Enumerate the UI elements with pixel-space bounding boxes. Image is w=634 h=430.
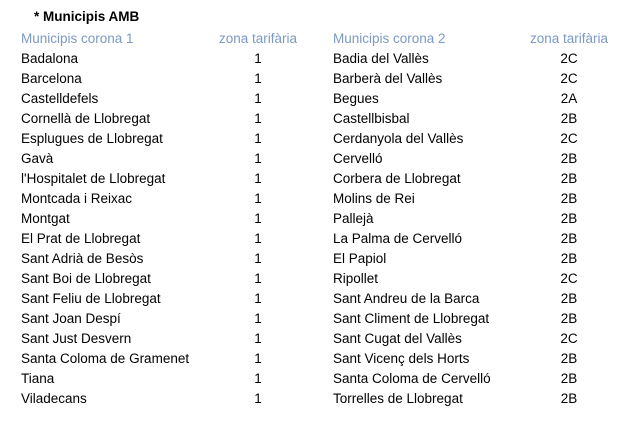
municipi-corona-2: Torrelles de Llobregat (333, 391, 463, 406)
municipi-corona-2: Cervelló (333, 151, 383, 166)
table-row (0, 69, 634, 89)
zona-tarifaria-corona-2: 2B (560, 251, 578, 266)
municipi-corona-1: Sant Feliu de Llobregat (21, 291, 161, 306)
municipi-corona-2: Castellbisbal (333, 111, 410, 126)
municipi-corona-1: Barcelona (21, 71, 82, 86)
table-header-row (0, 29, 634, 49)
municipi-corona-1: Sant Just Desvern (21, 331, 132, 346)
zona-tarifaria-corona-1: 1 (254, 91, 262, 106)
zona-tarifaria-corona-1: 1 (254, 231, 262, 246)
zona-tarifaria-corona-1: 1 (254, 351, 262, 366)
table-row (0, 249, 634, 269)
zona-tarifaria-corona-1: 1 (254, 331, 262, 346)
header-municipis-corona-2: Municipis corona 2 (333, 31, 446, 46)
zona-tarifaria-corona-2: 2C (560, 51, 578, 66)
zona-tarifaria-corona-1: 1 (254, 211, 262, 226)
zona-tarifaria-corona-1: 1 (254, 191, 262, 206)
zona-tarifaria-corona-2: 2C (560, 131, 578, 146)
zona-tarifaria-corona-1: 1 (254, 391, 262, 406)
zona-tarifaria-corona-2: 2B (560, 231, 578, 246)
municipi-corona-1: Sant Boi de Llobregat (21, 271, 151, 286)
municipi-corona-1: Montcada i Reixac (21, 191, 133, 206)
municipi-corona-2: Begues (333, 91, 379, 106)
municipi-corona-2: El Papiol (333, 251, 387, 266)
municipi-corona-1: El Prat de Llobregat (21, 231, 141, 246)
zona-tarifaria-corona-2: 2B (560, 311, 578, 326)
zona-tarifaria-corona-1: 1 (254, 371, 262, 386)
zona-tarifaria-corona-2: 2B (560, 211, 578, 226)
page-title: * Municipis AMB (34, 9, 140, 24)
zona-tarifaria-corona-2: 2C (560, 271, 578, 286)
zona-tarifaria-corona-1: 1 (254, 131, 262, 146)
municipalities-table (0, 29, 634, 409)
zona-tarifaria-corona-2: 2B (560, 151, 578, 166)
zona-tarifaria-corona-1: 1 (254, 111, 262, 126)
zona-tarifaria-corona-2: 2B (560, 391, 578, 406)
municipi-corona-2: Corbera de Llobregat (333, 171, 461, 186)
table-row (0, 309, 634, 329)
municipi-corona-2: Sant Vicenç dels Horts (333, 351, 470, 366)
municipi-corona-2: Molins de Rei (333, 191, 415, 206)
table-row (0, 389, 634, 409)
zona-tarifaria-corona-2: 2A (560, 91, 578, 106)
municipi-corona-1: Viladecans (21, 391, 87, 406)
table-row (0, 129, 634, 149)
table-row (0, 189, 634, 209)
municipi-corona-1: Sant Adrià de Besòs (21, 251, 144, 266)
municipi-corona-2: Santa Coloma de Cervelló (333, 371, 491, 386)
municipi-corona-1: l'Hospitalet de Llobregat (21, 171, 166, 186)
table-row (0, 109, 634, 129)
table-row (0, 49, 634, 69)
table-row (0, 289, 634, 309)
table-row (0, 369, 634, 389)
zona-tarifaria-corona-2: 2B (560, 291, 578, 306)
zona-tarifaria-corona-2: 2C (560, 331, 578, 346)
zona-tarifaria-corona-2: 2B (560, 351, 578, 366)
zona-tarifaria-corona-1: 1 (254, 51, 262, 66)
table-row (0, 169, 634, 189)
municipi-corona-2: Barberà del Vallès (333, 71, 443, 86)
municipi-corona-1: Cornellà de Llobregat (21, 111, 151, 126)
municipi-corona-1: Sant Joan Despí (21, 311, 121, 326)
municipi-corona-2: Ripollet (333, 271, 379, 286)
zona-tarifaria-corona-2: 2B (560, 191, 578, 206)
municipi-corona-2: Pallejà (333, 211, 374, 226)
table-body (0, 49, 634, 409)
table-row (0, 349, 634, 369)
municipi-corona-1: Castelldefels (21, 91, 99, 106)
municipi-corona-1: Santa Coloma de Gramenet (21, 351, 190, 366)
municipi-corona-2: Sant Cugat del Vallès (333, 331, 462, 346)
table-row (0, 149, 634, 169)
municipi-corona-1: Badalona (21, 51, 79, 66)
municipi-corona-1: Tiana (21, 371, 55, 386)
municipi-corona-1: Gavà (21, 151, 54, 166)
municipi-corona-2: Cerdanyola del Vallès (333, 131, 464, 146)
zona-tarifaria-corona-1: 1 (254, 291, 262, 306)
municipi-corona-2: Sant Climent de Llobregat (333, 311, 490, 326)
table-row (0, 329, 634, 349)
zona-tarifaria-corona-2: 2C (560, 71, 578, 86)
header-municipis-corona-1: Municipis corona 1 (21, 31, 134, 46)
table-row (0, 269, 634, 289)
municipi-corona-2: Sant Andreu de la Barca (333, 291, 480, 306)
zona-tarifaria-corona-1: 1 (254, 71, 262, 86)
zona-tarifaria-corona-1: 1 (254, 251, 262, 266)
municipi-corona-2: Badia del Vallès (333, 51, 429, 66)
municipi-corona-1: Montgat (21, 211, 70, 226)
zona-tarifaria-corona-2: 2B (560, 111, 578, 126)
table-row (0, 229, 634, 249)
header-zona-tarifaria-1: zona tarifària (218, 31, 298, 46)
zona-tarifaria-corona-2: 2B (560, 371, 578, 386)
municipi-corona-2: La Palma de Cervelló (333, 231, 463, 246)
zona-tarifaria-corona-2: 2B (560, 171, 578, 186)
zona-tarifaria-corona-1: 1 (254, 171, 262, 186)
zona-tarifaria-corona-1: 1 (254, 151, 262, 166)
municipi-corona-1: Esplugues de Llobregat (21, 131, 163, 146)
table-row (0, 89, 634, 109)
table-row (0, 209, 634, 229)
zona-tarifaria-corona-1: 1 (254, 271, 262, 286)
zona-tarifaria-corona-1: 1 (254, 311, 262, 326)
header-zona-tarifaria-2: zona tarifària (529, 31, 609, 46)
